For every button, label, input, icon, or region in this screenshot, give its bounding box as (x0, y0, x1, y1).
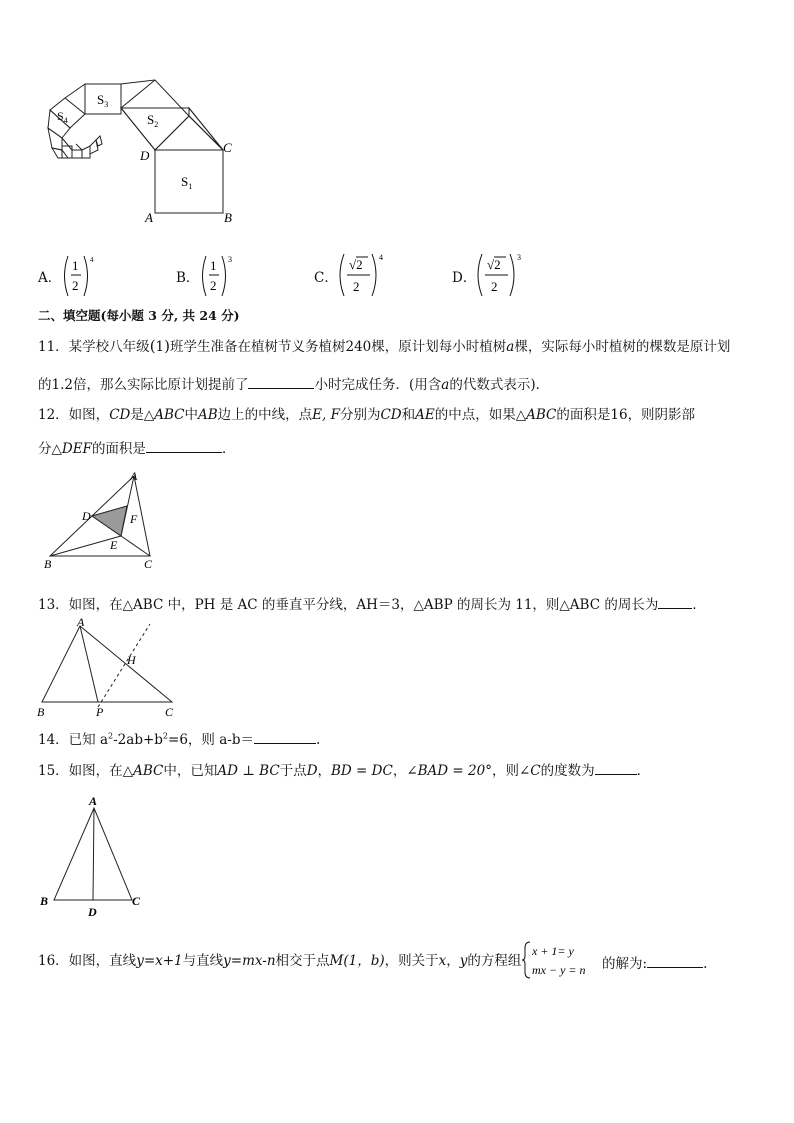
label-d: D (140, 148, 150, 163)
svg-text:1: 1 (72, 258, 79, 273)
svg-text:B: B (40, 894, 49, 908)
svg-text:x + 1= y: x + 1= y (532, 944, 574, 958)
svg-text:C: C (132, 894, 141, 908)
q16-equation-system (522, 940, 602, 980)
svg-text:C: C (165, 705, 174, 719)
squares-spiral-figure (40, 80, 300, 240)
svg-text:mx − y = n: mx − y = n (532, 963, 586, 977)
q13-text: 13．如图，在△ABC 中，PH 是 AC 的垂直平分线，AH＝3，△ABP 的周长为 11，则△ABC 的周长为 ． (38, 597, 706, 613)
svg-text:1: 1 (210, 258, 217, 273)
q12-line1: 12．如图，CD是△ABC中AB边上的中线，点E, F分别为CD和AE的中点，如果△ABC的面积是16，则阴影部 (38, 407, 696, 423)
q12-figure (44, 470, 174, 580)
q11-answer-blank[interactable] (248, 376, 314, 389)
option-d-math (474, 250, 544, 300)
q16-answer-blank[interactable] (647, 955, 703, 968)
svg-text:P: P (96, 705, 104, 719)
label-a: A (145, 210, 153, 225)
svg-text:2: 2 (210, 278, 217, 293)
svg-text:4: 4 (90, 256, 94, 264)
label-s4: $S_4$ (57, 109, 68, 125)
svg-text:2: 2 (72, 278, 79, 293)
svg-text:D: D (88, 905, 97, 919)
square-s2-outline (121, 108, 223, 150)
svg-text:√2: √2 (349, 257, 363, 272)
option-c-label: C． (314, 270, 338, 286)
svg-text:C: C (144, 557, 153, 571)
q13-answer-blank[interactable] (658, 596, 692, 609)
q16-tail: 的解为: . (602, 956, 708, 972)
option-a-label: A． (38, 270, 62, 286)
q15-text: 15．如图，在△ABC中，已知AD ⊥ BC于点D，BD = DC，∠BAD = 20°，则∠C的度数为 ． (38, 763, 651, 779)
option-a[interactable] (38, 252, 148, 300)
option-a-math (60, 252, 120, 300)
label-s2: $S_2$ (147, 112, 159, 129)
option-c-math (336, 250, 406, 300)
svg-text:H: H (127, 653, 136, 667)
label-c: C (223, 140, 232, 155)
option-b-math (198, 252, 258, 300)
q11-line2: 的1.2倍，那么实际比原计划提前了 小时完成任务．(用含a的代数式表示)． (38, 377, 550, 393)
svg-text:A: A (89, 794, 98, 808)
option-c[interactable] (314, 250, 434, 300)
q11-line1: 11．某学校八年级(1)班学生准备在植树节义务植树240棵，原计划每小时植树a棵，实际每小时植树的棵数是原计划 (38, 337, 731, 355)
option-b[interactable] (176, 252, 286, 300)
label-s3: $S_3$ (97, 92, 109, 109)
q12-answer-blank[interactable] (146, 440, 222, 453)
svg-text:B: B (44, 557, 52, 571)
svg-text:3: 3 (517, 253, 521, 262)
svg-text:√2: √2 (487, 257, 501, 272)
label-b: B (224, 210, 232, 225)
q12-line2: 分△DEF的面积是 ． (38, 441, 236, 457)
svg-text:2: 2 (491, 279, 498, 294)
svg-text:2: 2 (353, 279, 360, 294)
option-d-label: D． (452, 270, 477, 286)
svg-text:E: E (110, 538, 118, 552)
svg-text:F: F (130, 512, 138, 526)
svg-text:4: 4 (379, 253, 383, 262)
q14-answer-blank[interactable] (254, 731, 316, 744)
svg-text:B: B (37, 705, 45, 719)
square-s2 (121, 80, 189, 150)
svg-text:3: 3 (228, 255, 232, 264)
label-s1: $S_1$ (181, 174, 193, 191)
svg-text:A: A (130, 469, 138, 483)
svg-text:A: A (77, 615, 85, 629)
triangle-dc (155, 116, 223, 150)
q14-text: 14．已知 $a^2-2ab+b^2=6$，则 a-b＝ . (38, 731, 321, 748)
option-d[interactable] (452, 250, 572, 300)
q13-figure (34, 612, 184, 722)
svg-text:D: D (82, 509, 91, 523)
q15-answer-blank[interactable] (595, 762, 637, 775)
q16-text: 16．如图，直线y=x+1与直线y=mx-n相交于点M(1，b)，则关于x，y的方程组 (38, 953, 522, 969)
section-2-heading: 二、填空题(每小题 3 分, 共 24 分) (38, 308, 240, 323)
option-b-label: B． (176, 270, 200, 286)
q15-figure (38, 790, 148, 920)
